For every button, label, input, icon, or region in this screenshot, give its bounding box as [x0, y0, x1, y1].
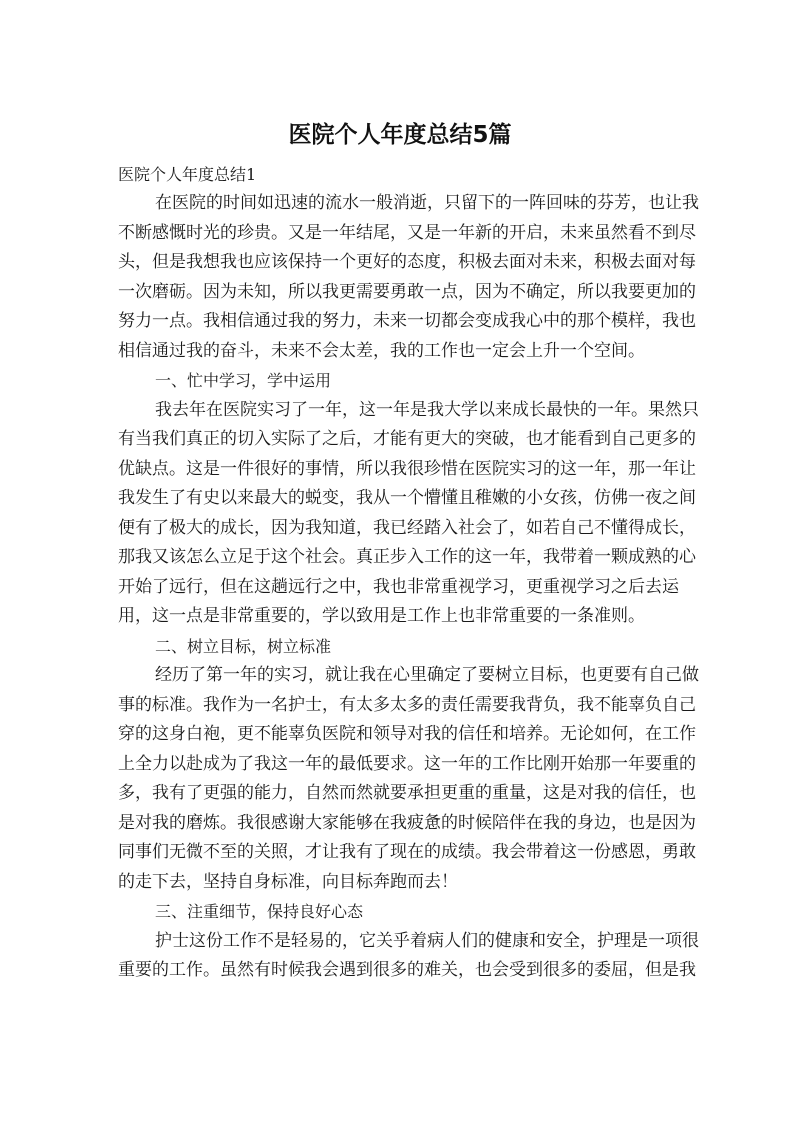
paragraph-line: 的走下去，坚持自身标准，向目标奔跑而去！ — [118, 871, 458, 892]
section-heading: 三、注重细节，保持良好心态 — [155, 902, 364, 921]
document-body — [118, 189, 699, 986]
paragraph-line: 努力一点。我相信通过我的努力，未来一切都会变成我心中的那个模样，我也 — [118, 311, 696, 331]
paragraph-line: 经历了第一年的实习，就让我在心里确定了要树立目标，也更要有自己做 — [155, 665, 699, 685]
section-heading: 二、树立目标，树立标准 — [155, 636, 332, 656]
paragraph-line: 事的标准。我作为一名护士，有太多太多的责任需要我背负，我不能辜负自己 — [118, 694, 696, 715]
paragraph-line: 我发生了有史以来最大的蜕变，我从一个懵懂且稚嫩的小女孩，仿佛一夜之间 — [118, 488, 696, 508]
paragraph-line: 优缺点。这是一件很好的事情，所以我很珍惜在医院实习的这一年，那一年让 — [118, 458, 696, 479]
document-title: 医院个人年度总结5篇 — [288, 122, 512, 148]
paragraph-line: 相信通过我的奋斗，未来不会太差，我的工作也一定会上升一个空间。 — [118, 340, 645, 361]
paragraph-line: 开始了远行，但在这趟远行之中，我也非常重视学习，更重视学习之后去运 — [118, 576, 679, 597]
paragraph-line: 上全力以赴成为了我这一年的最低要求。这一年的工作比刚开始那一年要重的 — [118, 753, 696, 774]
paragraph-line: 用，这一点是非常重要的，学以致用是工作上也非常重要的一条准则。 — [118, 606, 645, 626]
paragraph-line: 一次磨砺。因为未知，所以我更需要勇敢一点，因为不确定，所以我要更加的 — [118, 281, 696, 302]
paragraph-line: 穿的这身白袍，更不能辜负医院和领导对我的信任和培养。无论如何，在工作 — [118, 724, 696, 744]
section-heading: 一、忙中学习，学中运用 — [155, 371, 332, 390]
paragraph-line: 护士这份工作不是轻易的，它关乎着病人们的健康和安全，护理是一项很 — [155, 930, 699, 951]
paragraph-line: 那我又该怎么立足于这个社会。真正步入工作的这一年，我带着一颗成熟的心 — [118, 547, 696, 567]
paragraph-line: 不断感慨时光的珍贵。又是一年结尾，又是一年新的开启，未来虽然看不到尽 — [118, 222, 696, 243]
paragraph-line: 是对我的磨炼。我很感谢大家能够在我疲惫的时候陪伴在我的身边，也是因为 — [118, 812, 696, 833]
paragraph-line: 多，我有了更强的能力，自然而然就要承担更重的重量，这是对我的信任，也 — [118, 783, 696, 803]
paragraph-line: 我去年在医院实习了一年，这一年是我大学以来成长最快的一年。果然只 — [155, 399, 699, 420]
paragraph-line: 便有了极大的成长，因为我知道，我已经踏入社会了，如若自己不懂得成长， — [118, 517, 696, 538]
document-subtitle: 医院个人年度总结1 — [118, 165, 257, 184]
paragraph-line: 重要的工作。虽然有时候我会遇到很多的难关，也会受到很多的委屈，但是我 — [118, 960, 696, 980]
paragraph-line: 同事们无微不至的关照，才让我有了现在的成绩。我会带着这一份感恩，勇敢 — [118, 842, 696, 862]
paragraph-line: 头，但是我想我也应该保持一个更好的态度，积极去面对未来，积极去面对每 — [118, 252, 696, 272]
paragraph-line: 在医院的时间如迅速的流水一般消逝，只留下的一阵回味的芬芳，也让我 — [155, 193, 699, 213]
paragraph-line: 有当我们真正的切入实际了之后，才能有更大的突破，也才能看到自己更多的 — [118, 429, 696, 449]
